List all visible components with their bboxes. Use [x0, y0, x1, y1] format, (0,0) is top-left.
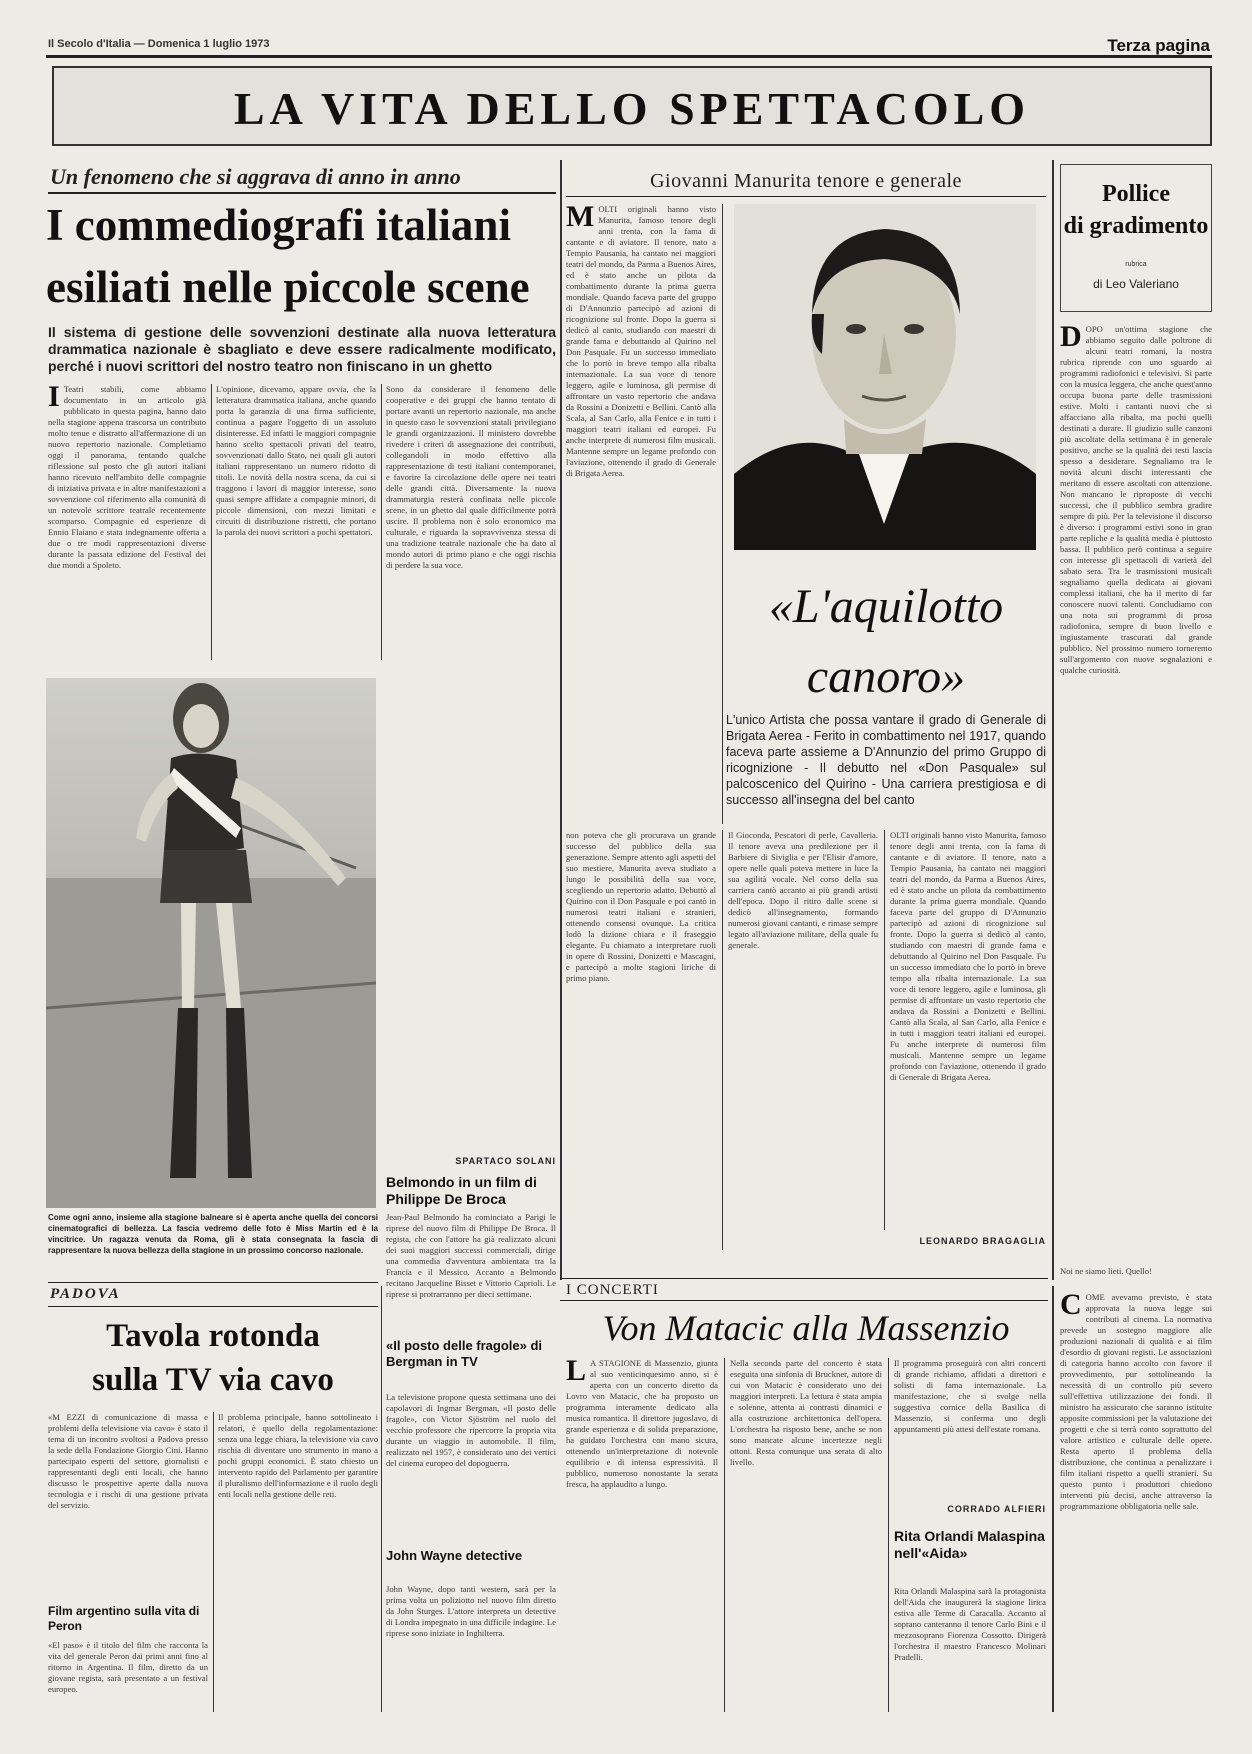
bergman-title: «Il posto delle fragole» di Bergman in TV [386, 1338, 543, 1369]
manurita-dropcap: M [566, 204, 595, 233]
masthead-rule [46, 55, 1212, 58]
orlandi-title: Rita Orlandi Malaspina nell'«Aida» [894, 1528, 1045, 1561]
article-signature: SPARTACO SOLANI [455, 1156, 556, 1166]
concerti-column-2: Nella seconda parte del concerto è stata eseguita una sinfonia di Bruckner, autore di cui von Matacic è considerato uno dei maggiori interpreti. La lettura è stata ampia e solenne, attenta ai contrasti dinamici e alla costruzione architettonica dell'opera. L'orchestra ha risposto bene, anche se non sono mancate alcune incertezze negli ottoni. Resta comunque una serata di alto livello. [730, 1358, 882, 1467]
manurita-column-4: OLTI originali hanno visto Manurita, famoso tenore degli anni trenta, con la fama di cantante e di aviatore. Il tenore, nato a Tempio Pausania, ha cantato nei maggiori teatri del mondo, da Parma a Buenos Aires, ed è stato anche un pilota da combattimento durante la prima guerra mondiale. Quando faceva parte del gruppo di D'Annunzio partecipò ad azioni di ricognizione sul fronte. Dopo la guerra si dedicò al canto, studiando con maestri di grande fama e debuttando al Quirino nel Don Pasquale. Fu un successo immediato che lo portò in breve tempo alla ribalta internazionale. La sua voce di tenore leggero, agile e luminosa, gli permise di affrontare un vasto repertorio che andava da Rossini a Donizetti e Bellini. Cantò alla Scala, al San Carlo, alla Fenice e in tutti i maggiori teatri italiani ed europei. Fu anche interprete di numerosi film musicali. Mantenne sempre un legame profondo con l'aviazione, ottenendo il grado di Generale di Brigata Aerea. [890, 830, 1046, 1082]
kicker-rule [48, 192, 556, 194]
concerti-signature: CORRADO ALFIERI [947, 1504, 1046, 1514]
right-bottom-dropcap: C [1060, 1292, 1082, 1321]
concerti-dropcap: L [566, 1358, 587, 1387]
manurita-column-2: non poteva che gli procurava un grande successo del pubblico della sua generazione. Sempre attento agli aspetti del suo mestiere, Manurita aveva studiato a lungo le possibilità della sua voce, scegliendo un repertorio adatto. Debuttò al Quirino con il Don Pasquale e poi cantò in numerosi teatri italiani e stranieri, ottenendo consensi ovunque. La critica lodò la dizione chiara e il fraseggio elegante. Fu chiamato a interpretare ruoli in opere di Rossini, Donizetti e Mascagni, e partecipò a molte stagioni liriche di primo piano. [566, 830, 716, 983]
model-figure-image [46, 678, 376, 1208]
padova-title-2: sulla TV via cavo [92, 1362, 334, 1398]
article-headline-2: esiliati nelle piccole scene [46, 262, 530, 312]
pollice-body: D OPO un'ottima stagione che abbiamo seguito dalle poltrone di alcuni teatri romani, la nostra rubrica riprende con uno sguardo ai programmi radiofonici e televisivi. Si parte con la musica leggera, che anche quest'anno occupa buona parte delle trasmissioni estive. Molti i cantanti nuovi che si affacciano alla ribalta, ma pochi quelli destinati a durare. Il giudizio sulle canzoni più ascoltate della settimana è in generale positivo, anche se la qualità dei testi lascia spesso a desiderare. Segnaliamo tra le novità alcuni dischi interessanti che meritano di essere ascoltati con attenzione. Non mancano le riproposte di vecchi successi, che il pubblico sembra gradire sempre di più. Per la televisione il discorso è diverso: i programmi estivi sono in gran parte repliche e la qualità media è piuttosto bassa. Il pubblico però continua a seguire con interesse gli spettacoli di varietà del sabato sera. Tra le trasmissioni musicali segnaliamo quella dedicata ai giovani complessi italiani, che ha il merito di far conoscere nuovi talenti. Concludiamo con una nota sui programmi di prosa radiofonica, sempre di buon livello e ingiustamente trascurati dal grande pubblico. Nel prossimo numero torneremo sull'argomento con nuove segnalazioni e qualche curiosità. [1060, 324, 1212, 675]
pollice-title-2: di gradimento [1063, 213, 1209, 239]
masthead: Il Secolo d'Italia — Domenica 1 luglio 1973 [48, 38, 270, 50]
article-column-3: Sono da considerare il fenomeno delle cooperative e dei gruppi che hanno tentato di portare avanti un repertorio nazionale, ma anche in questo caso le sovvenzioni statali privilegiano le grandi organizzazioni. Il ministero dovrebbe rivedere i criteri di assegnazione dei contributi, collegandoli in modo effettivo alla rappresentazione di testi italiani contemporanei, e favorire la circolazione delle opere nei teatri delle grandi città. Diversamente la nuova drammaturgia resterà confinata nelle piccole scene, in un ghetto dal quale difficilmente potrà uscire. Il problema non è solo economico ma culturale, e riguarda la sopravvivenza stessa di una tradizione teatrale nazionale che ha dato al mondo autori di primo piano e che oggi rischia di perdere la sua voce. [386, 384, 556, 570]
peron-film-title: Film argentino sulla vita di Peron [48, 1604, 200, 1633]
manurita-signature: LEONARDO BRAGAGLIA [919, 1236, 1046, 1246]
manurita-headline: «L'aquilotto canoro» [768, 580, 1004, 703]
pollice-title-1: Pollice [1102, 181, 1170, 207]
pollice-box [1060, 164, 1212, 312]
concerti-column-3: Il programma proseguirà con altri concerti di grande richiamo, affidati a direttori e solisti di fama internazionale. La manifestazione, che si svolge nella suggestiva cornice della Basilica di Massenzio, si conferma uno degli appuntamenti più attesi dell'estate romana. [894, 1358, 1046, 1434]
wayne-body: John Wayne, dopo tanti western, sarà per la prima volta un poliziotto nel nuovo film diretto da John Sturges. L'attore interpreta un detective di Londra impegnato in una difficile indagine. Le riprese sono iniziate in Inghilterra. [386, 1584, 556, 1638]
peron-film-body: «El paso» è il titolo del film che racconta la vita del generale Peron dai primi anni fino al ritorno in Argentina. Il film, diretto da un giovane regista, sarà presentato a un festival europeo. [48, 1640, 208, 1694]
padova-column-2: Il problema principale, hanno sottolineato i relatori, è quello della regolamentazione: senza una legge chiara, la televisione via cavo rischia di diventare uno strumento in mano a pochi gruppi economici. È stato chiesto un intervento rapido del Parlamento per garantire il pluralismo dell'informazione e il ruolo degli enti locali nella gestione delle reti. [218, 1412, 378, 1499]
beauty-contest-photo [46, 678, 376, 1208]
pollice-tail: Noi ne siamo lieti. Quello! [1060, 1266, 1152, 1276]
manurita-column-1: M OLTI originali hanno visto Manurita, famoso tenore degli anni trenta, con la fama di cantante e di aviatore. Il tenore, nato a Tempio Pausania, ha cantato nei maggiori teatri del mondo, da Parma a Buenos Aires, ed è stato anche un pilota da combattimento durante la prima guerra mondiale. Quando faceva parte del gruppo di D'Annunzio partecipò ad azioni di ricognizione sul fronte. Dopo la guerra si dedicò al canto, studiando con maestri di grande fama e debuttando al Quirino nel Don Pasquale. Fu un successo immediato che lo portò in breve tempo alla ribalta internazionale. La sua voce di tenore leggero, agile e luminosa, gli permise di affrontare un vasto repertorio che andava da Rossini a Donizetti e Bellini. Cantò alla Scala, al San Carlo, alla Fenice e in tutti i maggiori teatri italiani ed europei. Fu anche interprete di numerosi film musicali. Mantenne sempre un legame profondo con l'aviazione, ottenendo il grado di Generale di Brigata Aerea. [566, 204, 716, 478]
article-headline-1: I commediografi italiani [46, 200, 511, 250]
article-kicker: Un fenomeno che si aggrava di anno in anno [50, 164, 461, 189]
padova-title-1: Tavola rotonda [106, 1318, 320, 1354]
concerti-title: Von Matacic alla Massenzio [602, 1308, 1010, 1348]
padova-label: PADOVA [50, 1286, 121, 1302]
wayne-title: John Wayne detective [386, 1548, 523, 1563]
padova-column-1: «M EZZI di comunicazione di massa e problemi della televisione via cavo» è stato il tema di un incontro svoltosi a Padova presso la sede della Fondazione Giorgio Cini. Hanno partecipato esperti del settore, giornalisti e rappresentanti degli enti locali, che hanno discusso le prospettive aperte dalla nuova tecnologia e i rischi di una gestione privata del servizio. [48, 1412, 208, 1510]
article-deck: Il sistema di gestione delle sovvenzioni destinate alla nuova letteratura drammatica nazionale è sbagliato e deve essere radicalmente modificato, perché i nuovi scrittori del nostro teatro non finiscano in un ghetto [48, 324, 556, 374]
belmondo-title: Belmondo in un film di Philippe De Broca [386, 1174, 537, 1207]
manurita-deck: L'unico Artista che possa vantare il grado di Generale di Brigata Aerea - Ferito in combattimento nel 1917, quando faceva parte assieme a D'Annunzio del primo Gruppo di ricognizione - Il debutto nel «Don Pasquale» sul palcoscenico del Quirino - Una carriera prestigiosa e di successo all'insegna del bel canto [726, 713, 1046, 807]
banner-title: LA VITA DELLO SPETTACOLO [233, 83, 1031, 134]
manurita-kicker: Giovanni Manurita tenore e generale [650, 170, 962, 192]
tenor-portrait-image [734, 204, 1036, 550]
section-banner [52, 66, 1212, 146]
pollice-dropcap: D [1060, 324, 1082, 353]
orlandi-body: Rita Orlandi Malaspina sarà la protagonista dell'Aida che inaugurerà la stagione lirica estiva alle Terme di Caracalla. Accanto al soprano canteranno il tenore Carlo Bini e il mezzosoprano Fiorenza Cossotto. Dirigerà l'orchestra il maestro Francesco Molinari Pradelli. [894, 1586, 1046, 1662]
pollice-author: di Leo Valeriano [1093, 277, 1179, 291]
right-bottom-column: C OME avevamo previsto, è stata approvata la nuova legge sui contributi al cinema. La normativa prevede un sostegno maggiore alle produzioni nazionali di qualità e ai film d'esordio di giovani registi. Le associazioni di categoria hanno accolto con favore il provvedimento, pur sottolineando la necessità di un controllo più severo sull'effettiva utilizzazione dei fondi. Il ministro ha assicurato che saranno istituite apposite commissioni per la valutazione dei progetti e che si terrà conto soprattutto del valore artistico e culturale delle opere. Resta aperto il problema della distribuzione, che continua a penalizzare i film italiani rispetto a quelli stranieri. Su questo punto i produttori chiedono interventi più decisi, anche attraverso la programmazione obbligatoria nelle sale. [1060, 1292, 1212, 1511]
bergman-body: La televisione propone questa settimana uno dei capolavori di Ingmar Bergman, «Il posto delle fragole», con Victor Sjöström nel ruolo del vecchio professore che ripercorre la propria vita durante un viaggio in automobile. Il film, realizzato nel 1957, è considerato uno dei vertici del cinema europeo del dopoguerra. [386, 1392, 556, 1468]
concerti-column-1: L A STAGIONE di Massenzio, giunta al suo venticinquesimo anno, si è aperta con un concerto diretto da Lovro von Matacic, che ha proposto un programma interamente dedicato alla musica romantica. Il direttore jugoslavo, di grande esperienza e di solida preparazione, ha guidato l'orchestra con mano sicura, ottenendo un'interpretazione di notevole equilibrio e di intensa espressività. Il pubblico, numeroso nonostante la serata fresca, ha applaudito a lungo. [566, 1358, 718, 1489]
belmondo-body: Jean-Paul Belmondo ha cominciato a Parigi le riprese del nuovo film di Philippe De Broca. Il regista, che con l'attore ha già realizzato alcuni dei suoi maggiori successi commerciali, dirige una commedia d'avventura ambientata tra la Francia e il Messico. Accanto a Belmondo recitano Jacqueline Bisset e Vittorio Caprioli. Le riprese si protrarranno per dieci settimane. [386, 1212, 556, 1299]
photo-caption: Come ogni anno, insieme alla stagione balneare si è aperta anche quella dei concorsi cinematografici di bellezza. La fascia vedremo delle foto è Miss Martin ed è la vincitrice. Un ragazza venuta da Roma, gli è stata consegnata la fascia di rappresentare la nuova bellezza della stagione in un prossimo concorso nazionale. [48, 1213, 378, 1255]
section-label: Terza pagina [1107, 36, 1210, 55]
article-column-1: I Teatri stabili, come abbiamo documentato in un articolo già pubblicato in questa pagina, hanno dato nella stagione appena trascorsa un contributo molto tenue e distratto all'affermazione di un nuovo repertorio nazionale. Completiamo oggi il panorama, tentando qualche riflessione sul posto che gli autori italiani hanno ricevuto nell'ambito delle compagnie di iniziativa privata e in altre manifestazioni a sovvenzione col riferimento alla comunità di un notevole scrittore teatrale recentemente scomparso. Compagnie ed esperienze di Ennio Flaiano e stata indegnamente offerta a due o tre modi rappresentazioni diverse durante la passata edizione del Festival dei due mondi a Spoleto. [48, 384, 206, 570]
pollice-rubric: rubrica [1125, 261, 1147, 268]
article-dropcap: I [48, 384, 60, 413]
concerti-label: I CONCERTI [566, 1282, 659, 1298]
manurita-portrait [734, 204, 1036, 550]
article-column-2: L'opinione, dicevamo, appare ovvia, che la letteratura drammatica italiana, anche quando porta la garanzia di una firma sufficiente, continua a pagare l'oggetto di un assoluto disinteresse. Ed infatti le maggiori compagnie hanno scelto spettacoli privati del teatro, sovvenzionati dallo Stato, nei quali gli autori italiani rappresentano un numero ridotto di titoli. Le novità della nostra scena, da cui si traggono i lavori di maggior interesse, sono quasi sempre affidate a compagnie minori, di piccole dimensioni, con mezzi limitati e circuiti di distribuzione ristretti, che portano la parola dei nuovi scrittori a pochi spettatori. [216, 384, 376, 537]
manurita-column-3: Il Gioconda, Pescatori di perle, Cavalleria. Il tenore aveva una predilezione per il Barbiere di Siviglia e per l'Elisir d'amore, opere nelle quali poteva mettere in luce la sua agilità vocale. Nel corso della sua carriera cantò accanto ai più grandi artisti dell'epoca. Dopo il ritiro dalle scene si dedicò all'insegnamento, formando numerosi giovani cantanti, e rimase sempre legato all'aviazione militare, della quale fu generale. [728, 830, 878, 950]
